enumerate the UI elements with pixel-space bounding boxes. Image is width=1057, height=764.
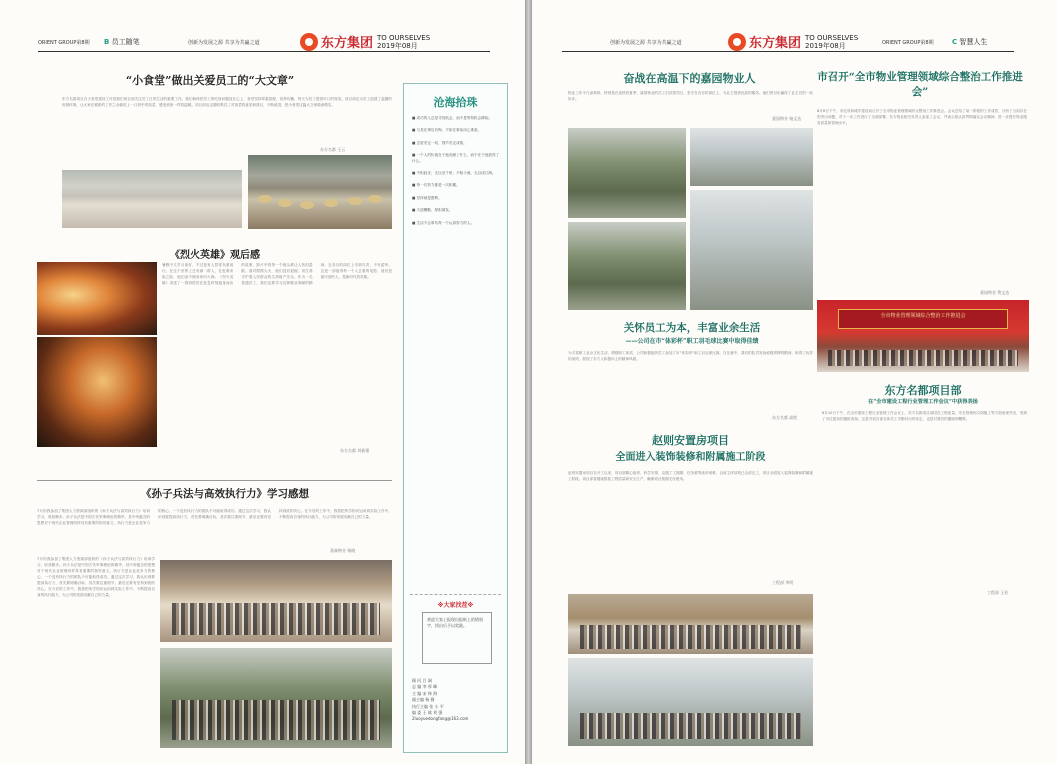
resettlement-photo-1: [568, 594, 813, 654]
property-photo-1: [568, 128, 686, 218]
slogan: 创新为发展之源 共享为共赢之道: [188, 40, 260, 46]
page-gutter: [525, 0, 532, 764]
quote-item: ■ 与其在事后后悔，不如在事前用心准备。: [412, 128, 482, 133]
article-title2-resettlement: 全面进入装饰装修和附属施工阶段: [615, 452, 766, 463]
article-body-sunzi-cont: 7月份我参加了集团人力资源部组织的《孙子兵法与高效执行力》培训学习，收获颇多。孙子兵法是中国古代军事理论的精华，其中所蕴含的思想对于现代企业管理同样具有重要的指导意义。执行力是企业竞争力的核心，一个没有执行力的团队不可能取得成功。通过这次学习，我认识到要提高执行力，首先要明确目标，其次要注重细节，最后还要有坚持到底的决心。在今后的工作中，我将把所学知识运用到实际工作中，不断提高自身的执行能力，为公司的发展贡献自己的力量。: [37, 557, 155, 597]
article-title-resettlement: 赵则安置房项目: [652, 434, 729, 447]
article-title-canteen: “小食堂”做出关爱员工的“大文章”: [125, 74, 295, 87]
training-photo-1: [160, 560, 392, 642]
article-body-fire-heroes: 暑假中几岁月前好，不过是有人替你负重前行。在这个世界上总有那一群人，在危难来临之际，他们奋不顾身冲向火海。《烈火英雄》讲述了一群消防员在危急时刻挺身而出的故事，影片中的每一个镜头都让人热泪盈眶。面对熊熊大火，他们没有退缩，用生命守护着人民群众的生命财产安全。作为一名普通员工，我们也要学习这种敬业奉献的精神，在各自的岗位上尽职尽责，不负韶华。这是一部值得每一个人去看的电影，他们是最可爱的人，是新时代的英雄。: [162, 263, 392, 285]
article-subtitle-mingdu-praise: 在“全市建设工程行业管理工作会议”中获得表扬: [868, 399, 978, 405]
issue-label: ORIENT GROUP第8期: [882, 40, 934, 46]
article-title-fire-heroes: 《烈火英雄》观后感: [170, 250, 260, 261]
article-title-city-meeting: 市召开“全市物业管理领域综合整治工作推进会”: [817, 71, 1023, 98]
canteen-text-area: [62, 170, 242, 228]
right-page-header: [562, 30, 1014, 52]
typo-hunt-box: 欢迎大家上报现出报纸上的错别字，找出后予以奖励。: [422, 612, 492, 664]
section-label: C 智慧人生: [952, 38, 988, 46]
quotes-sidebar: [403, 83, 508, 753]
canteen-photo: [248, 155, 392, 229]
header-rule: [562, 51, 1014, 52]
editorial-email: 2luoyuedongfang@163.com: [412, 716, 469, 722]
article-body-badminton: 为丰富职工业余文化生活，增强职工体质，公司积极组织员工参加了市“体彩杯”职工羽毛球比赛。在比赛中，我们的队员发扬顽强拼搏的精神，取得了优异的成绩，展现了东方人积极向上的精神风貌。: [568, 351, 813, 361]
typo-hunt-title: ※大家找茬※: [437, 602, 474, 609]
quote-item: ■ 天道酬勤，厚积薄发。: [412, 208, 453, 213]
article-body-canteen: 东方名都项目自小食堂建设工作是我们项目部关注员工日常生活的重要工作。我们始终把员工的吃饭问题放在心上，食堂坚持荤素搭配、营养均衡，每天为员工提供可口的饭菜。项目部还为员工创建了温馨的用餐环境，让大家在紧张的工作之余能吃上一口热乎的饭菜，感受到家一样的温暖。项目部也定期收集员工对饭菜的意见和建议，不断改进，把小食堂这篇大文章做深做实。: [62, 97, 392, 107]
byline-fire-heroes: 东方名都 刘新强: [340, 448, 370, 453]
quote-item: ■ 一个人的价值在于他贡献了什么，而不在于他获得了什么。: [412, 153, 500, 163]
property-photo-2: [690, 128, 813, 186]
article-title-mingdu-praise: 东方名都项目部: [884, 384, 962, 397]
quote-item: ■ 态度决定一切，细节决定成败。: [412, 140, 467, 145]
article-title-property-staff: 奋战在高温下的嘉园物业人: [623, 72, 756, 85]
quote-item: ■ 成功的人总是寻找机会，而不是等待机会降临。: [412, 116, 493, 120]
section-label: B 员工随笔: [104, 38, 140, 46]
issue-label: ORIENT GROUP第8期: [38, 40, 90, 46]
logo-mark-icon: [728, 33, 746, 51]
quote-item: ■ 每一次努力都是一次积累。: [412, 183, 460, 188]
article-body-mingdu-praise: 8月10日下午，在全市建设工程行业管理工作会议上，东方名都项目部因在工程质量、安全管理和文明施工等方面表现突出，受到了市住建局的通报表扬。这是对项目部全体员工辛勤付出的肯定，也是对我们的激励和鞭策。: [822, 411, 1027, 421]
quote-item: ■ 不积跬步，无以至千里；不积小流，无以成江海。: [412, 171, 496, 176]
meeting-banner: 全市物业管理领域综合整治工作推进会: [838, 309, 1008, 330]
left-page-header: [38, 30, 490, 52]
header-rule: [38, 51, 490, 52]
byline-city-meeting: 嘉园物业 费文达: [980, 290, 1010, 295]
byline-badminton: 东方名都 高胜: [772, 415, 798, 420]
left-page: [0, 0, 525, 764]
sidebar-title: 沧海拾珠: [433, 96, 478, 109]
fire-hero-poster-2: [37, 337, 157, 447]
logo-mark-icon: [300, 33, 318, 51]
byline-mingdu-praise: 工程部 王若: [987, 590, 1009, 595]
property-photo-3: [568, 222, 686, 310]
fire-hero-poster-1: [37, 262, 157, 335]
article-body-resettlement: 赵则安置房项目自开工以来，项目部精心组织、科学安排，克服了工期紧、任务重等诸多困难，目前主体结构已全部完工，项目全面进入装饰装修和附属施工阶段。项目部将继续狠抓工程质量和安全生产，确保项目按期交付使用。: [568, 471, 813, 481]
meeting-stage-photo: [817, 300, 1029, 372]
article-title-badminton: 关怀员工为本，丰富业余生活: [623, 322, 761, 334]
sidebar-quotes: [412, 116, 501, 233]
divider: [37, 480, 392, 481]
byline-resettlement: 工程部 李明: [772, 580, 794, 585]
article-title-sunzi: 《孙子兵法与高效执行力》学习感想: [141, 488, 309, 500]
quote-item: ■ 坚持就是胜利。: [412, 195, 442, 200]
orient-group-logo: 东方集团 TO OURSELVES 2019年08月: [728, 32, 858, 51]
article-body-city-meeting: 8月6日下午，市住房和城乡建设局召开了全市物业管理领域综合整治工作推进会。会议总结了前一阶段的工作成效，分析了当前存在的突出问题，对下一步工作进行了全面部署。东方物业相关负责人参加了会议，并表示将认真贯彻落实会议精神，进一步提升物业服务质量和管理水平。: [817, 109, 1027, 125]
article-subtitle-badminton: ——公司在市“体彩杯”职工羽毛球比赛中取得佳绩: [625, 338, 759, 345]
article-body-property-staff: 物业工作平凡而琐碎，特别是在炎热的夏季，嘉园物业的员工们顶着烈日，坚守在各自的岗位上，为业主提供优质的服务。他们的付出赢得了业主们的一致好评。: [568, 91, 813, 101]
orient-group-logo: 东方集团 TO OURSELVES 2019年08月: [300, 32, 430, 51]
byline-property-staff: 嘉园物业 杨文达: [772, 116, 802, 121]
byline-canteen: 东方名都 王云: [320, 147, 346, 152]
editorial-staff: 顾 问 吕 刚 总 编 李 厚 峰 主 编 宋 林 海 副主编 杨 静 执行主编 张 小 平 编 委 王 斌 刘 强 2luoyuedongfang@163.com: [412, 678, 501, 723]
slogan: 创新为发展之源 共享为共赢之道: [610, 40, 682, 46]
property-photo-4: [690, 190, 813, 310]
right-page: [532, 0, 1057, 764]
byline-sunzi: 嘉森物业 杨晓: [330, 548, 356, 553]
sidebar-divider: [410, 594, 501, 595]
training-photo-2: [160, 648, 392, 748]
quote-item: ■ 生活不会辜负每一个认真努力的人。: [412, 220, 475, 225]
resettlement-photo-2: [568, 658, 813, 746]
article-body-sunzi: 7月份我参加了集团人力资源部组织的《孙子兵法与高效执行力》培训学习，收获颇多。孙子兵法是中国古代军事理论的精华，其中所蕴含的思想对于现代企业管理同样具有重要的指导意义。执行力是企业竞争力的核心，一个没有执行力的团队不可能取得成功。通过这次学习，我认识到要提高执行力，首先要明确目标，其次要注重细节，最后还要有坚持到底的决心。在今后的工作中，我将把所学知识运用到实际工作中，不断提高自身的执行能力，为公司的发展贡献自己的力量。: [37, 509, 392, 525]
